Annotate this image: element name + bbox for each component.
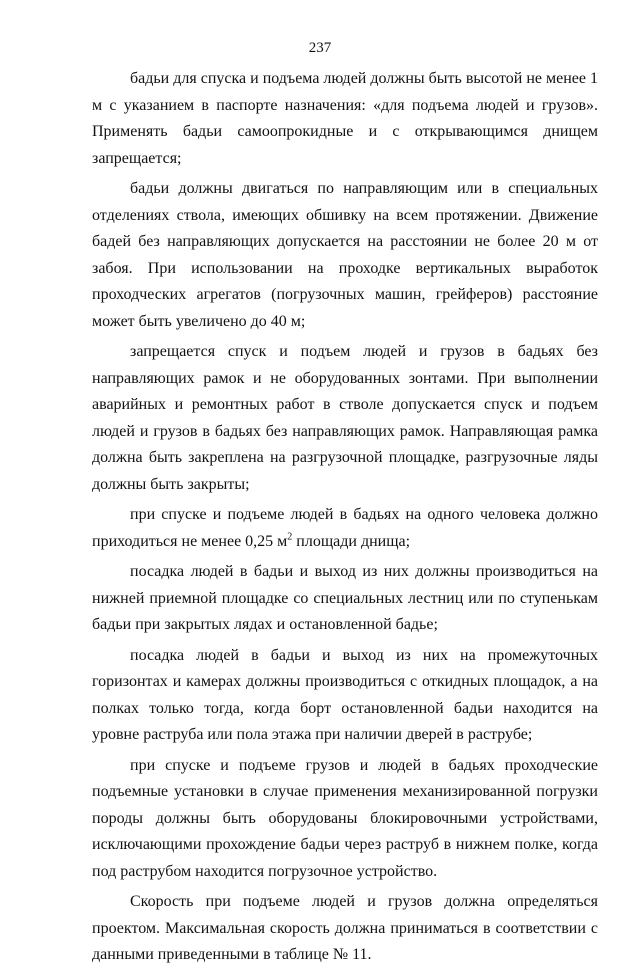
paragraph-bucket-height: бадьи для спуска и подъема людей должны быть высотой не менее 1 м с указанием в паспорте назначения: «для подъема людей и грузов». Применять бадьи самоопрокидные и с открывающимся днищем запрещается;: [92, 70, 599, 167]
paragraph-blocking-devices: при спуске и подъеме грузов и людей в бадьях проходческие подъемные установки в случае применения механизированной погрузки породы должны быть оборудованы блокировочными устройствами, исключающими прохождение бадьи через раструб в нижнем полке, когда под раструбом находится погрузочное устройство.: [92, 756, 598, 880]
paragraph-floor-area: [92, 502, 598, 555]
page-number: 237: [308, 40, 332, 56]
floor-area-text: при спуске и подъеме людей в бадьях на одного человека должно приходиться не менее 0,25 м: [92, 506, 598, 550]
paragraph-boarding-intermediate: посадка людей в бадьи и выход из них на промежуточных горизонтах и камерах должны производиться с откидных площадок, а на полках только тогда, когда борт остановленной бадьи находится на уровне раструба или пола этажа при наличии дверей в раструбе;: [92, 646, 598, 743]
paragraph-guide-frames: запрещается спуск и подъем людей и грузов в бадьях без направляющих рамок и не оборудованных зонтами. При выполнении аварийных и ремонтных работ в стволе допускается спуск и подъем людей и грузов в бадьях без направляющих рамок. Направляющая рамка должна быть закреплена на разгрузочной площадке, разгрузочные ляды должны быть закрыты;: [92, 343, 598, 493]
paragraph-boarding-lower: посадка людей в бадьи и выход из них должны производиться на нижней приемной площадке со специальных лестниц или по ступенькам бадьи при закрытых лядах и остановленной бадье;: [92, 563, 598, 633]
floor-area-text-end: площади днища;: [292, 532, 411, 550]
paragraph-speed: Скорость при подъеме людей и грузов должна определяться проектом. Максимальная скорость должна приниматься в соответствии с данными приведенными в таблице № 11.: [92, 893, 598, 963]
square-superscript: 2: [287, 531, 293, 543]
paragraph-bucket-guides: бадьи должны двигаться по направляющим или в специальных отделениях ствола, имеющих обшивку на всем протяжении. Движение бадей без направляющих допускается на расстоянии не более 20 м от забоя. При использовании на проходке вертикальных выработок проходческих агрегатов (погрузочных машин, грейферов) расстояние может быть увеличено до 40 м;: [92, 180, 598, 330]
page-body: [92, 66, 598, 973]
